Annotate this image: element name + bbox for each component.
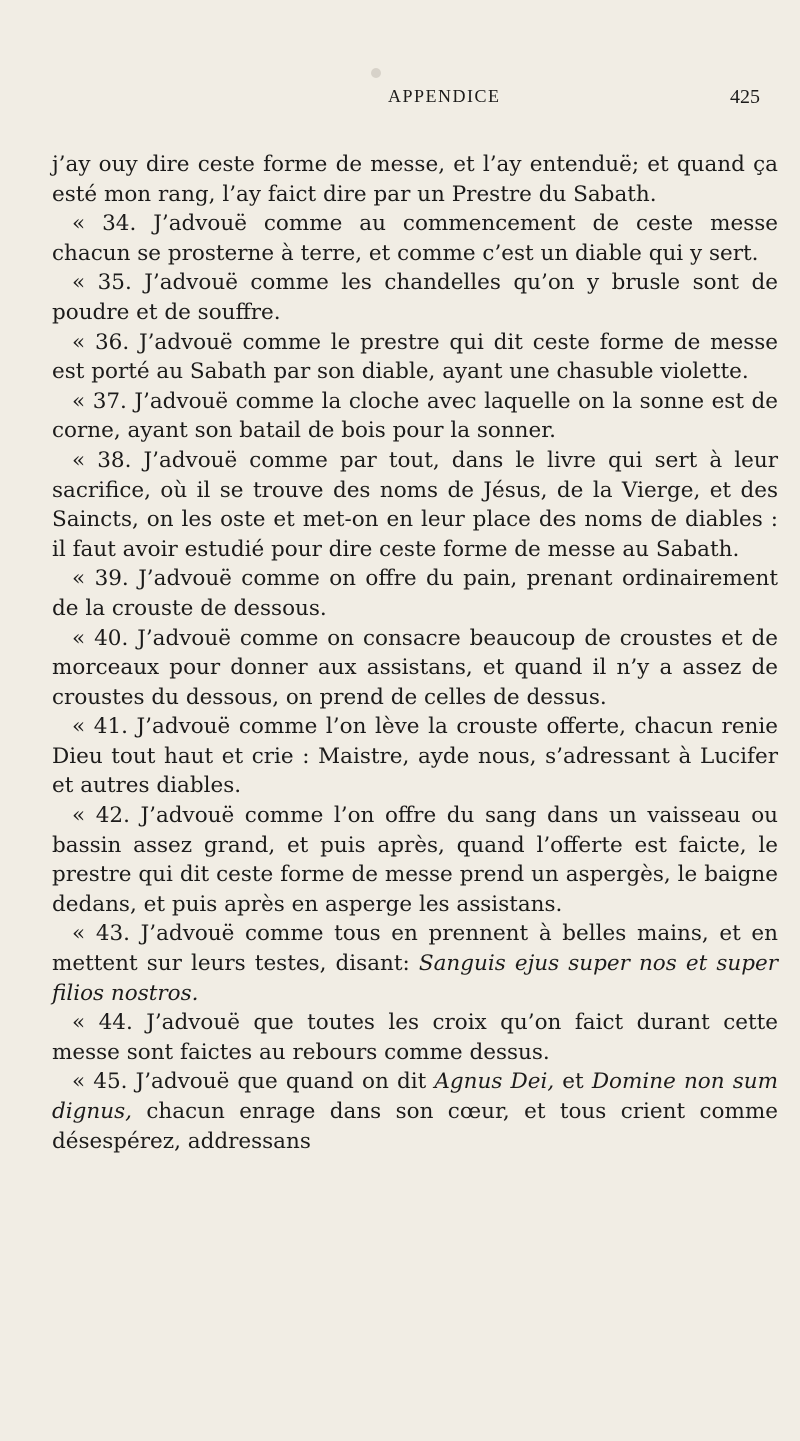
page-smudge bbox=[371, 68, 381, 78]
opening-quote: « bbox=[72, 803, 96, 829]
body-text bbox=[52, 150, 778, 1156]
paragraph-text: 44. J’advouë que toutes les croix qu’on faict durant cette messe sont faictes au rebours comme dessus. bbox=[52, 1010, 778, 1065]
paragraph-text: 38. J’advouë comme par tout, dans le livre qui sert à leur sacrifice, où il se trouve des noms de Jésus, de la Vierge, et des Saincts, on les oste et met-on en leur place des noms de diables : il faut avoir estudié pour dire ceste forme de messe au Sabath. bbox=[52, 447, 778, 562]
opening-quote: « bbox=[72, 625, 95, 651]
latin-phrase-agnus-dei: Agnus Dei, bbox=[434, 1069, 555, 1095]
opening-quote: « bbox=[72, 1010, 99, 1036]
paragraph-35 bbox=[52, 268, 778, 327]
paragraph-37 bbox=[52, 387, 778, 446]
paragraph-text-ending: chacun enrage dans son cœur, et tous crient comme désespérez, addressans bbox=[52, 1099, 778, 1154]
paragraph-text: 35. J’advouë comme les chandelles qu’on y brusle sont de poudre et de souffre. bbox=[52, 270, 778, 325]
document-page bbox=[52, 86, 778, 1156]
paragraph-text: 43. J’advouë comme tous en prennent à belles mains, et en mettent sur leurs testes, disant: bbox=[52, 921, 778, 977]
paragraph-text: 40. J’advouë comme on consacre beaucoup de croustes et de morceaux pour donner aux assistans, et quand il n’y a assez de croustes du dessous, on prend de celles de dessus. bbox=[52, 625, 778, 710]
paragraph-45 bbox=[52, 1067, 778, 1156]
opening-quote: « bbox=[72, 447, 98, 473]
paragraph-text: 41. J’advouë comme l’on lève la crouste offerte, chacun renie Dieu tout haut et crie : Maistre, ayde nous, s’adressant à Lucifer et autres diables. bbox=[52, 714, 779, 799]
paragraph-38 bbox=[52, 446, 778, 564]
running-header bbox=[52, 86, 778, 126]
opening-quote: « bbox=[72, 714, 94, 740]
opening-quote: « bbox=[72, 921, 96, 947]
paragraph-40 bbox=[52, 624, 778, 713]
opening-quote: « bbox=[72, 270, 98, 296]
paragraph-text: 45. J’advouë que quand on dit bbox=[93, 1069, 435, 1095]
opening-quote: « bbox=[72, 211, 103, 237]
paragraph-41 bbox=[52, 712, 778, 801]
paragraph-text: 36. J’advouë comme le prestre qui dit ceste forme de messe est porté au Sabath par son diable, ayant une chasuble violette. bbox=[52, 329, 778, 385]
paragraph-44 bbox=[52, 1008, 778, 1067]
paragraph-text: 39. J’advouë comme on offre du pain, prenant ordinairement de la crouste de dessous. bbox=[52, 566, 778, 621]
paragraph-34 bbox=[52, 209, 778, 268]
opening-quote: « bbox=[72, 329, 95, 355]
paragraph-text-continued: et bbox=[554, 1069, 592, 1095]
paragraph-42 bbox=[52, 801, 778, 919]
latin-phrase-domine: Domine non sum dignus, bbox=[52, 1069, 778, 1124]
running-title: APPENDICE bbox=[388, 86, 501, 106]
paragraph-36 bbox=[52, 328, 778, 387]
paragraph-text: 42. J’advouë comme l’on offre du sang dans un vaisseau ou bassin assez grand, et puis après, quand l’offerte est faicte, le prestre qui dit ceste forme de messe prend un aspergès, le baigne dedans, et puis après en asperge les assistans. bbox=[52, 803, 778, 917]
opening-quote: « bbox=[72, 566, 95, 592]
paragraph-text: 34. J’advouë comme au commencement de ceste messe chacun se prosterne à terre, et comme c’est un diable qui y sert. bbox=[52, 211, 778, 266]
page-number: 425 bbox=[730, 86, 760, 108]
paragraph-43 bbox=[52, 919, 778, 1008]
paragraph-text: 37. J’advouë comme la cloche avec laquelle on la sonne est de corne, ayant son batail de bois pour la sonner. bbox=[52, 388, 778, 444]
paragraph-intro bbox=[52, 150, 778, 209]
paragraph-39 bbox=[52, 564, 778, 623]
latin-quotation: Sanguis ejus super nos et super filios nostros. bbox=[52, 951, 778, 1006]
paragraph-text: j’ay ouy dire ceste forme de messe, et l’ay entenduë; et quand ça esté mon rang, l’ay faict dire par un Prestre du Sabath. bbox=[52, 152, 778, 207]
opening-quote: « bbox=[72, 388, 93, 414]
opening-quote: « bbox=[72, 1069, 94, 1095]
